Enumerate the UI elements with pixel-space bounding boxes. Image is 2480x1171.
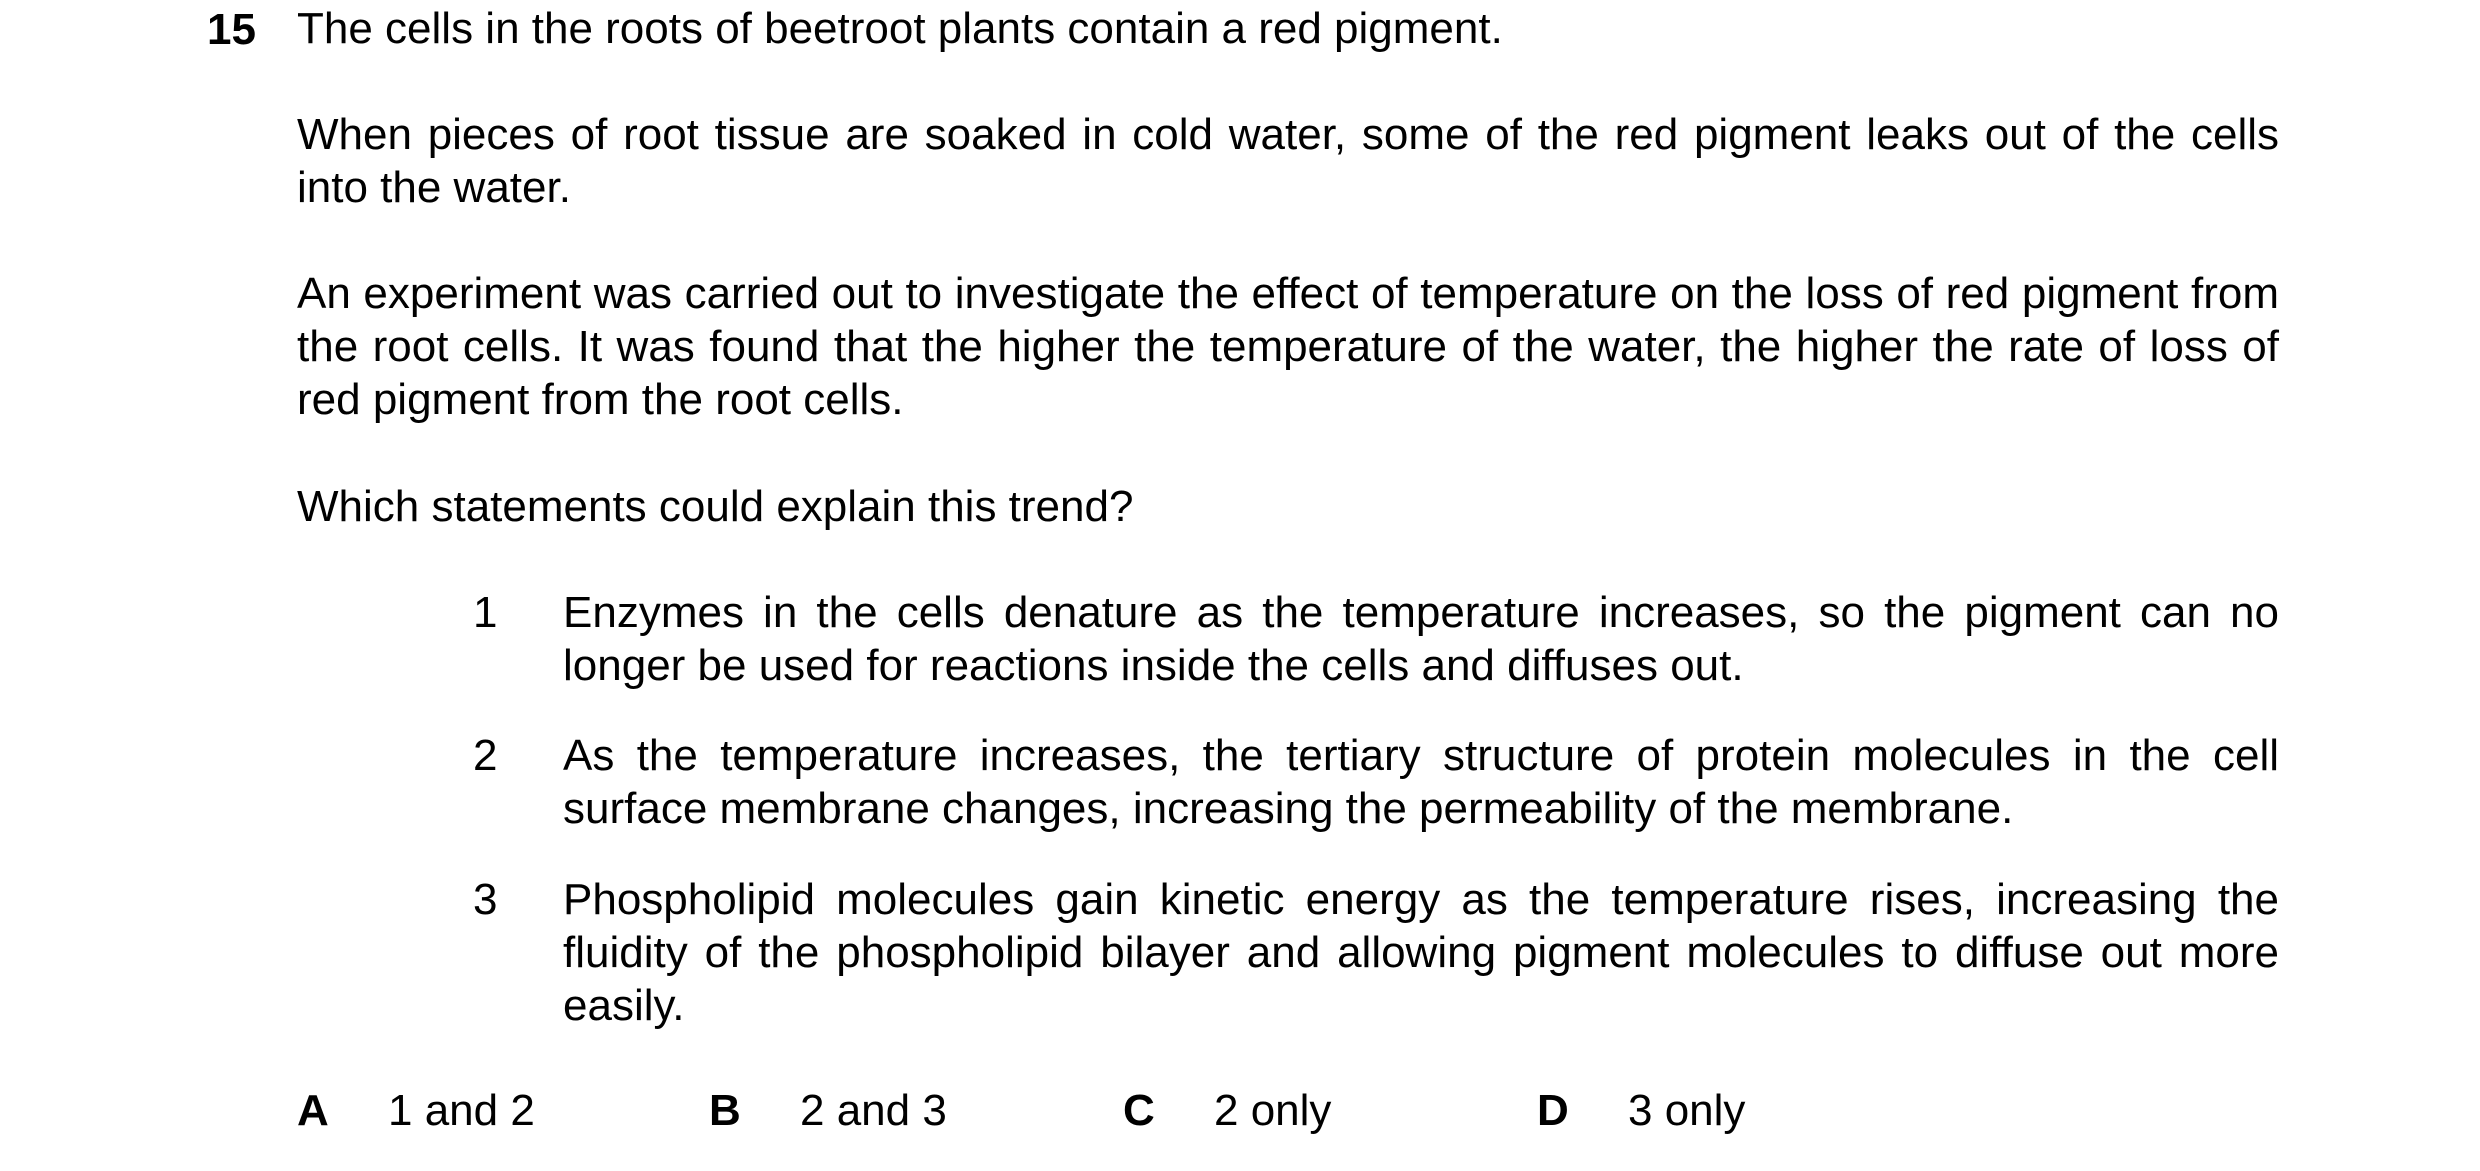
statement-text: Enzymes in the cells denature as the temperature increases, so the pigment can no longer be used for reactions inside the cells and diffuses out.: [563, 588, 2279, 690]
option-letter: D: [1537, 1086, 1569, 1135]
answer-options: [0, 1083, 2480, 1143]
option-text: 1 and 2: [388, 1086, 535, 1135]
option-letter: C: [1123, 1086, 1155, 1135]
question-number: 15: [207, 5, 256, 54]
option-text: 3 only: [1628, 1086, 1746, 1135]
question-prompt: Which statements could explain this trend?: [297, 482, 1134, 531]
question-paragraph: An experiment was carried out to investigate the effect of temperature on the loss of red pigment from the root cells. It was found that the higher the temperature of the water, the higher the rate of loss of red pigment from the root cells.: [297, 269, 2279, 424]
question-paragraph: When pieces of root tissue are soaked in cold water, some of the red pigment leaks out of the cells into the water.: [297, 110, 2279, 212]
statement-number: 2: [473, 731, 498, 780]
option-letter: B: [709, 1086, 741, 1135]
question-stem: The cells in the roots of beetroot plants contain a red pigment.: [297, 4, 1503, 53]
option-text: 2 and 3: [800, 1086, 947, 1135]
statement-number: 3: [473, 875, 498, 924]
option-text: 2 only: [1214, 1086, 1332, 1135]
statement-number: 1: [473, 588, 498, 637]
statement-text: Phospholipid molecules gain kinetic energy as the temperature rises, increasing the fluidity of the phospholipid bilayer and allowing pigment molecules to diffuse out more easily.: [563, 875, 2279, 1030]
option-letter: A: [297, 1086, 329, 1135]
statement-text: As the temperature increases, the tertiary structure of protein molecules in the cell surface membrane changes, increasing the permeability of the membrane.: [563, 731, 2279, 833]
